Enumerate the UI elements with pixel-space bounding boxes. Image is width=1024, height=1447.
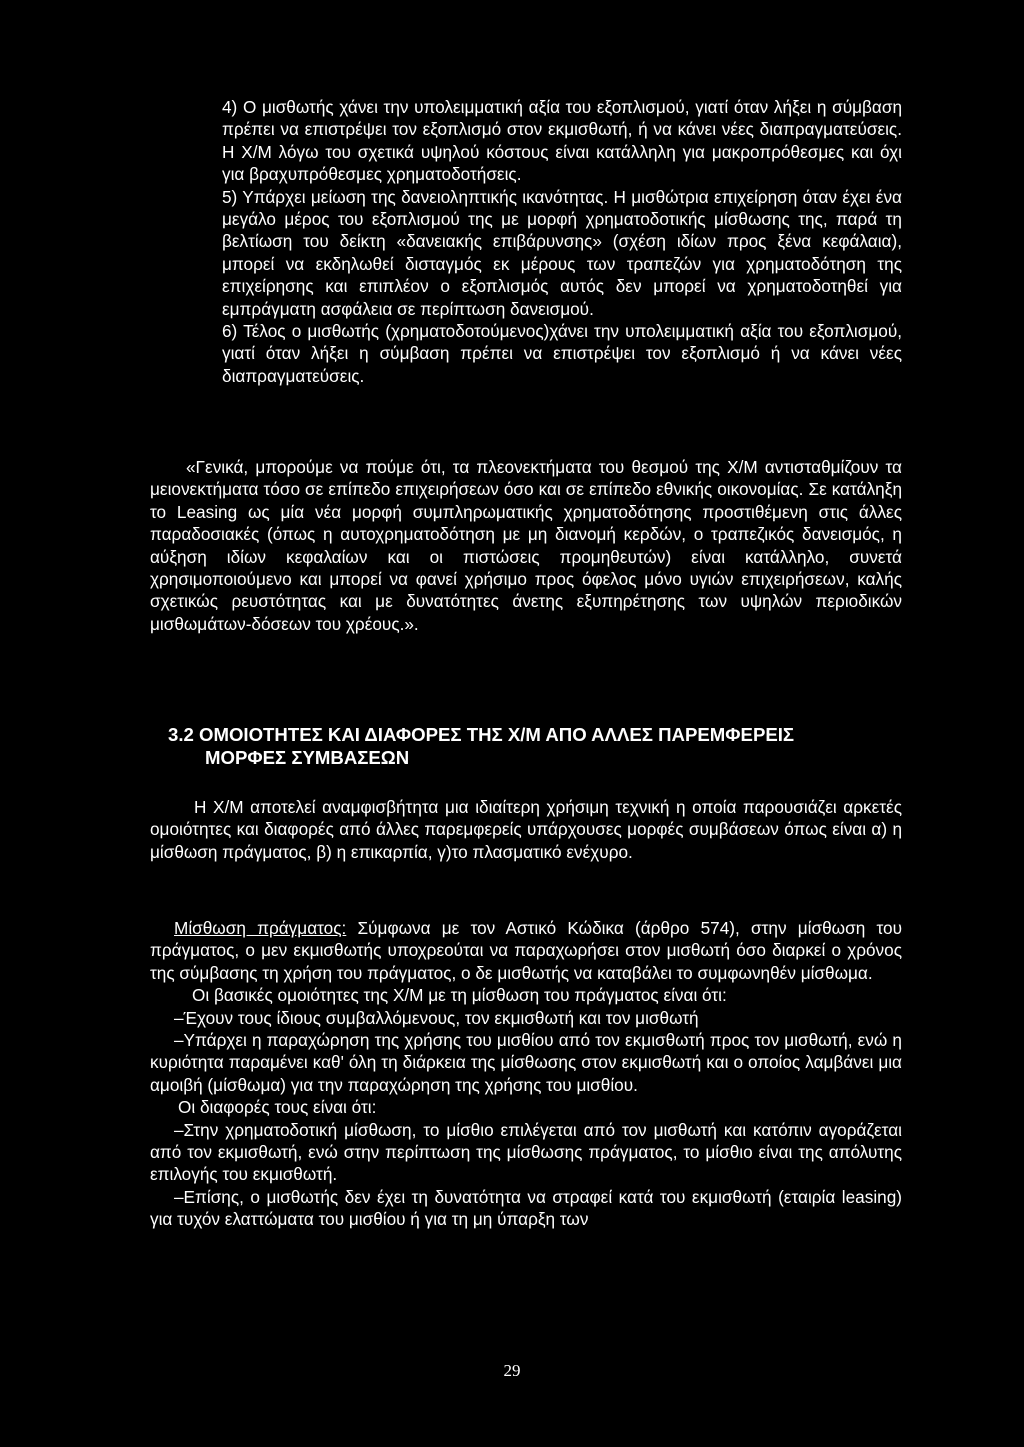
disadvantages-list (222, 96, 902, 387)
similarities-intro: Οι βασικές ομοιότητες της Χ/Μ με τη μίσθωση του πράγματος είναι ότι: (192, 985, 727, 1006)
rent-definition-paragraph (150, 917, 902, 984)
disadvantage-point-5: 5) Υπάρχει μείωση της δανειοληπτικής ικανότητας. Η μισθώτρια επιχείρηση όταν έχει ένα μεγάλο μέρος του εξοπλισμού της με μορφή χρηματοδοτικής μίσθωσης της, παρά τη βελτίωση του δείκτη «δανειακής επιβάρυνσης» (σχέση ιδίων προς ξένα κεφάλαια), μπορεί να εκδηλωθεί δισταγμός εκ μέρους των τραπεζών για χρηματοδότηση της επιχείρησης και επιπλέον ο εξοπλισμός αυτός δεν μπορεί να χρηματοδοτηθεί για εμπράγματη ασφάλεια σε περίπτωση δανεισμού. (222, 186, 902, 319)
rent-comparison (150, 917, 902, 1231)
disadvantage-point-4: 4) Ο μισθωτής χάνει την υπολειμματική αξία του εξοπλισμού, γιατί όταν λήξει η σύμβαση πρέπει να επιστρέψει τον εξοπλισμό στον εκμισθωτή, ή να κάνει νέες διαπραγματεύσεις. Η Χ/Μ λόγω του σχετικά υψηλού κόστους είναι κατάλληλη για μακροπρόθεσμες και όχι για βραχυπρόθεσμες χρηματοδοτήσεις. (222, 97, 902, 185)
intro-paragraph (150, 796, 902, 863)
similarity-item-1: –Έχουν τους ίδιους συμβαλλόμενους, τον εκμισθωτή και τον μισθωτή (174, 1007, 699, 1028)
intro-text: Η Χ/Μ αποτελεί αναμφισβήτητα μια ιδιαίτερη χρήσιμη τεχνική η οποία παρουσιάζει αρκετές ομοιότητες και διαφορές από άλλες παρεμφερείς υπάρχουσες μορφές συμβάσεων όπως είναι α) η μίσθωση πράγματος, β) η επικαρπία, γ)το πλασματικό ενέχυρο. (150, 797, 902, 862)
similarity-item-2: –Υπάρχει η παραχώρηση της χρήσης του μισθίου από τον εκμισθωτή προς τον μισθωτή, ενώ η κυριότητα παραμένει καθ' όλη τη διάρκεια της μίσθωσης στον εκμισθωτή και ο οποίος λαμβάνει μια αμοιβή (μίσθωμα) για την παραχώρηση της χρήσης του μισθίου. (150, 1030, 902, 1095)
heading-line-1: 3.2 ΟΜΟΙΟΤΗΤΕΣ ΚΑΙ ΔΙΑΦΟΡΕΣ ΤΗΣ Χ/Μ ΑΠΟ ΑΛΛΕΣ ΠΑΡΕΜΦΕΡΕΙΣ (168, 724, 795, 745)
rent-definition: Σύμφωνα με τον Αστικό Κώδικα (άρθρο 574), στην μίσθωση του πράγματος, ο μεν εκμισθωτής υποχρεούται να παραχωρήσει στον μισθωτή όσο διαρκεί ο χρόνος της σύμβασης τη χρήση του πράγματος, ο δε μισθωτής να καταβάλει το συμφωνηθέν μίσθωμα. (150, 918, 902, 983)
disadvantage-point-6: 6) Τέλος ο μισθωτής (χρηματοδοτούμενος)χάνει την υπολειμματική αξία του εξοπλισμού, γιατί όταν λήξει η σύμβαση πρέπει να επιστρέψει τον εξοπλισμό ή να κάνει νέες διαπραγματεύσεις. (222, 321, 902, 386)
conclusion-paragraph (150, 456, 902, 635)
rent-term: Μίσθωση πράγματος: (174, 918, 347, 938)
heading-line-2: ΜΟΡΦΕΣ ΣΥΜΒΑΣΕΩΝ (205, 747, 410, 768)
differences-intro: Οι διαφορές τους είναι ότι: (178, 1097, 377, 1118)
page-number: 29 (503, 1361, 521, 1380)
section-heading (168, 723, 908, 769)
difference-item-2: –Επίσης, ο μισθωτής δεν έχει τη δυνατότητα να στραφεί κατά του εκμισθωτή (εταιρία leasing) για τυχόν ελαττώματα του μισθίου ή για τη μη ύπαρξη των (150, 1186, 902, 1230)
conclusion-text: «Γενικά, μπορούμε να πούμε ότι, τα πλεονεκτήματα του θεσμού της Χ/Μ αντισταθμίζουν τα μειονεκτήματα τόσο σε επίπεδο επιχειρήσεων όσο και σε επίπεδο εθνικής οικονομίας. Σε κατάληξη το Leasing ως μία νέα μορφή συμπληρωματικής χρηματοδότησης προστιθέμενη στις άλλες παραδοσιακές (όπως η αυτοχρηματοδότηση με μη διανομή κερδών, ο τραπεζικός δανεισμός, η αύξηση ιδίων κεφαλαίων και οι πιστώσεις προμηθευτών) είναι κατάλληλο, συνετά χρησιμοποιούμενο και μπορεί να φανεί χρήσιμο προς όφελος μόνο υγιών επιχειρήσεων, καλής σχετικώς ρευστότητας και με δυνατότητες άνετης εξυπηρέτησης των υψηλών περιοδικών μισθωμάτων-δόσεων του χρέους.». (150, 457, 902, 634)
difference-item-1: –Στην χρηματοδοτική μίσθωση, το μίσθιο επιλέγεται από τον μισθωτή και κατόπιν αγοράζεται από τον εκμισθωτή, ενώ στην περίπτωση της μίσθωσης πράγματος, το μίσθιο είναι της απόλυτης επιλογής του εκμισθωτή. (150, 1119, 902, 1185)
